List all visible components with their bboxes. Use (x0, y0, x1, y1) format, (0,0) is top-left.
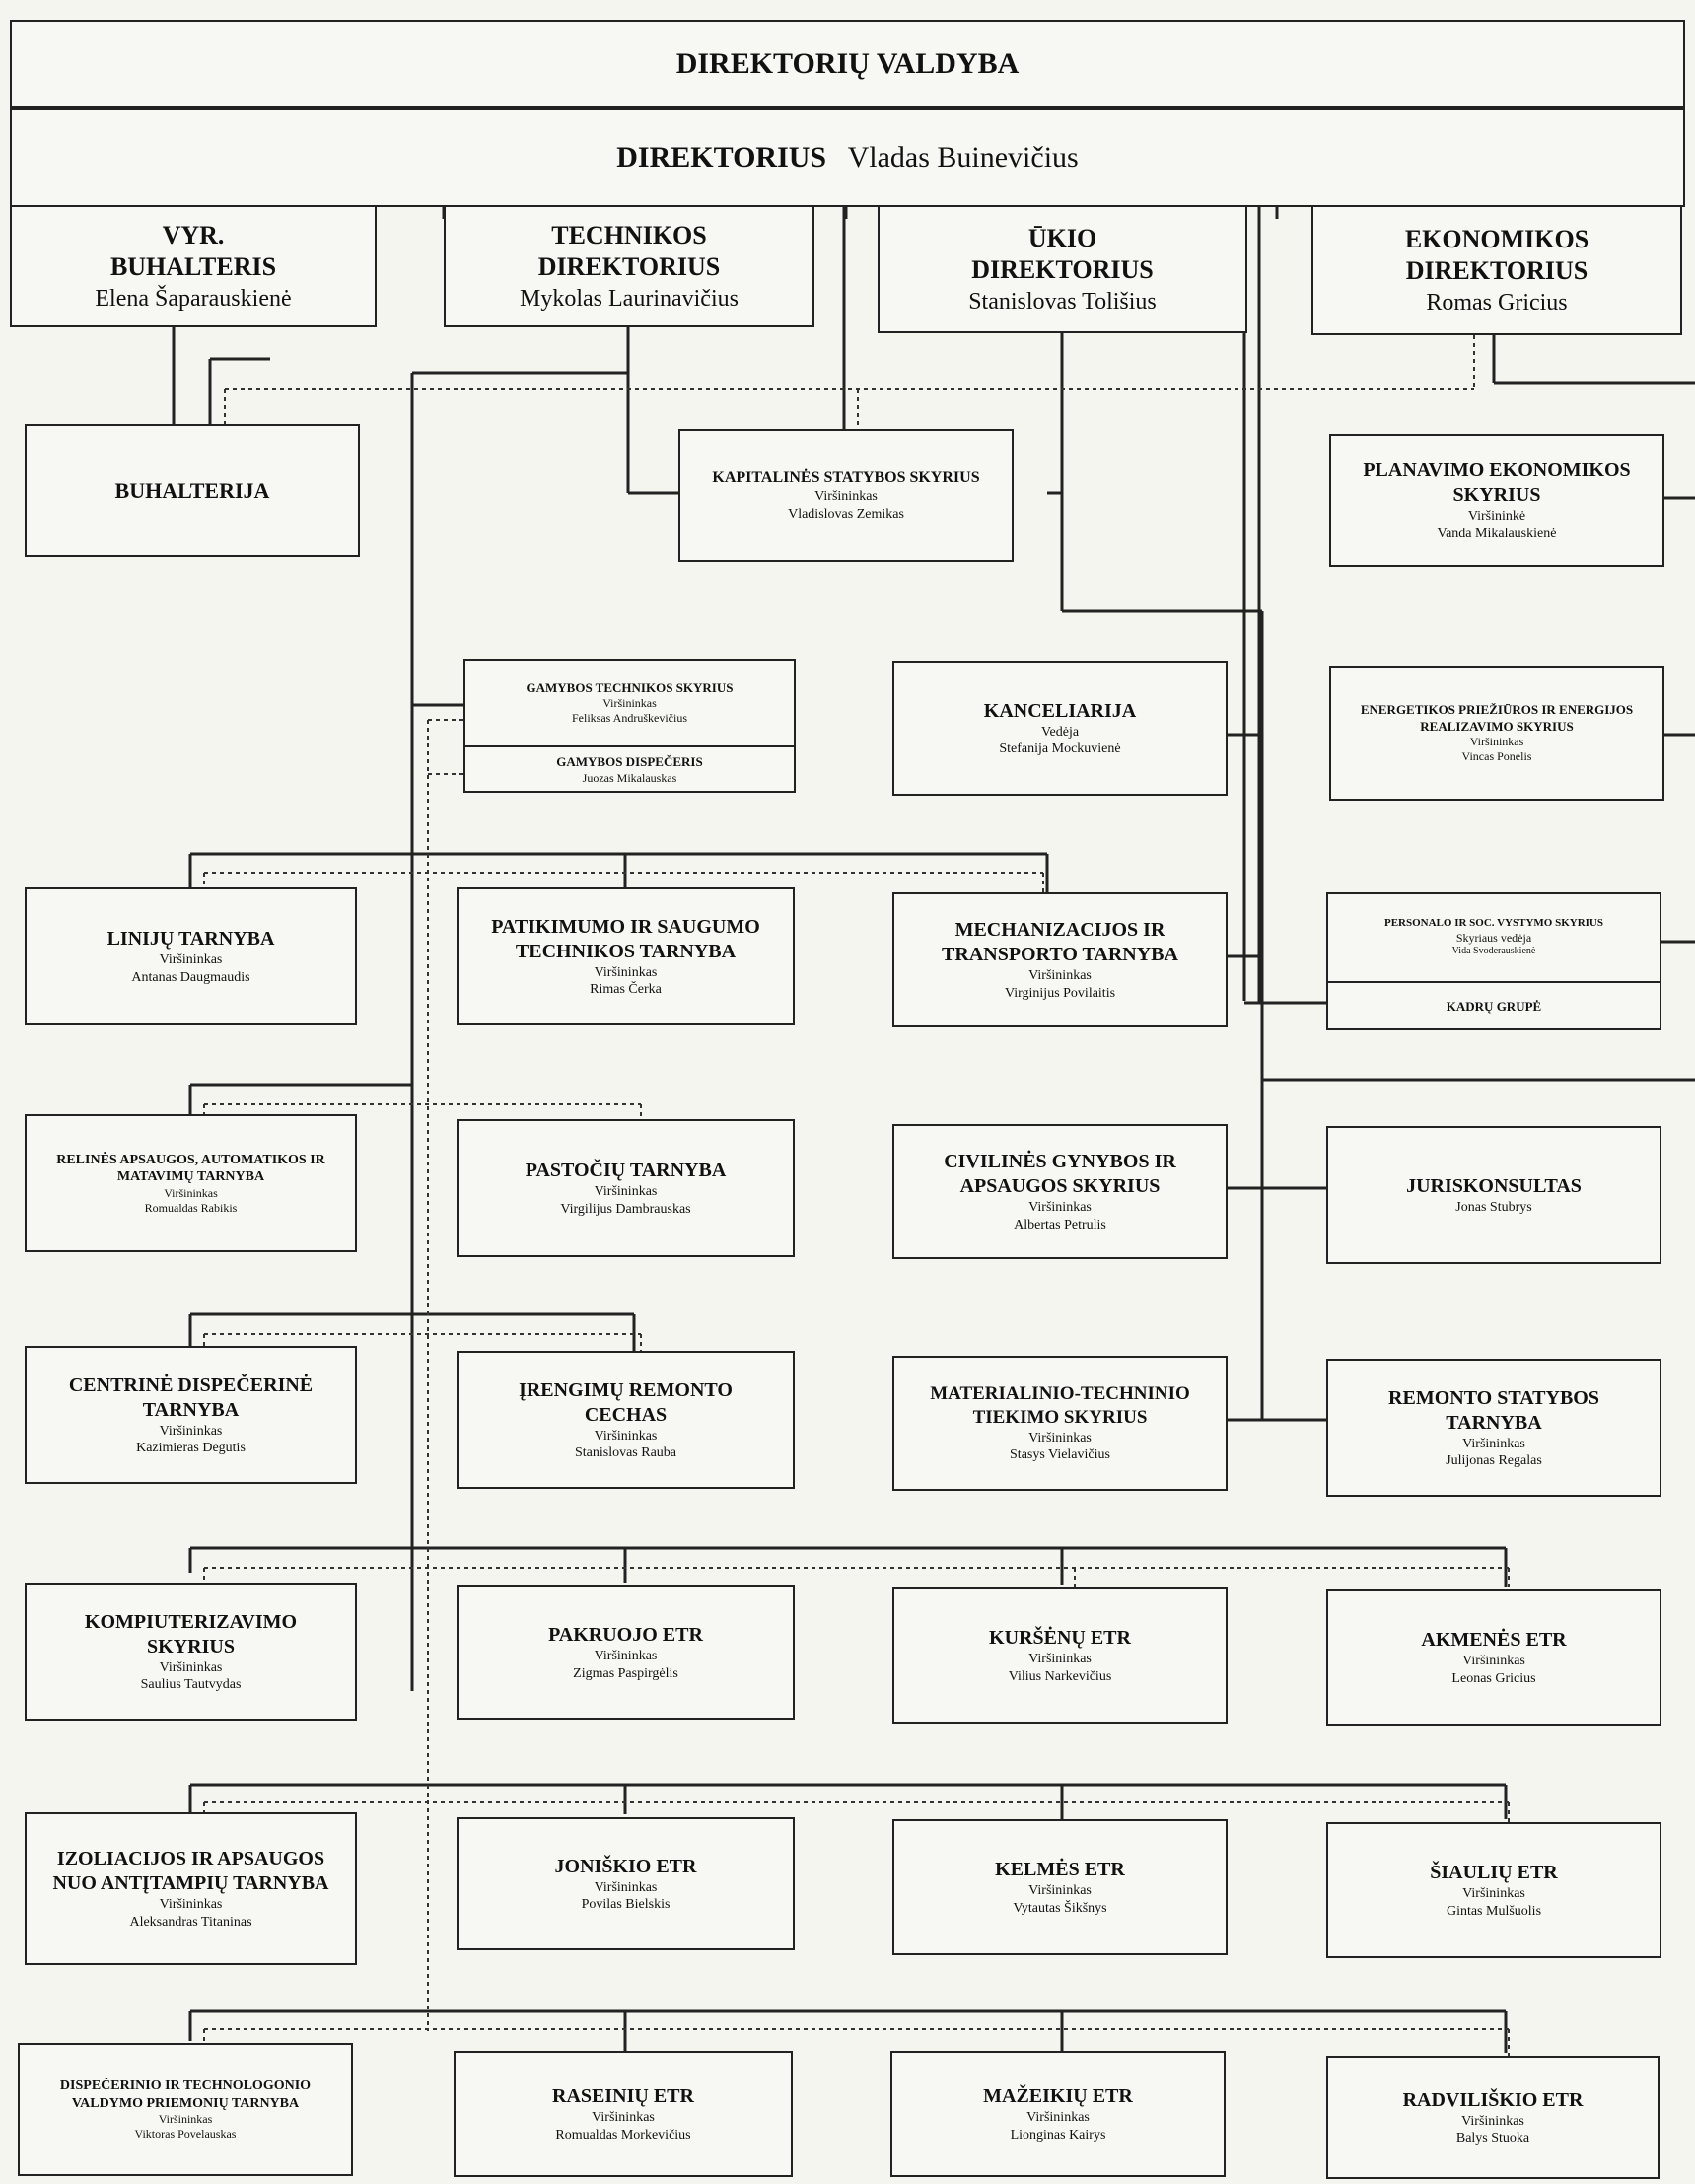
deputy-title: ŪKIO DIREKTORIUS (971, 223, 1154, 284)
unit-role: Viršininkas (1462, 1654, 1525, 1668)
unit-title: PATIKIMUMO IR SAUGUMO TECHNIKOS TARNYBA (491, 915, 760, 962)
unit-title: KURŠĖNŲ ETR (989, 1627, 1131, 1649)
unit-role: Viršininkas (594, 964, 658, 980)
unit-head: Vilius Narkevičius (1008, 1668, 1112, 1684)
unit-title: CENTRINĖ DISPEČERINĖ TARNYBA (68, 1374, 314, 1421)
unit-gamybos-group[interactable] (463, 659, 796, 793)
unit-title: RASEINIŲ ETR (552, 2085, 694, 2107)
unit-role: Viršininkas (1028, 1430, 1092, 1445)
deputy-name: Elena Šaparauskienė (95, 285, 292, 312)
unit-title: GAMYBOS TECHNIKOS SKYRIUS (526, 679, 734, 695)
deputy-name: Mykolas Laurinavičius (520, 285, 739, 312)
deputy-name: Romas Gricius (1426, 289, 1568, 316)
unit-pastociu[interactable] (457, 1119, 795, 1257)
director-band (10, 108, 1685, 207)
unit-title: PERSONALO IR SOC. VYSTYMO SKYRIUS (1384, 917, 1603, 930)
deputy-economics-director[interactable] (1311, 207, 1682, 335)
unit-head: Julijonas Regalas (1446, 1453, 1542, 1468)
unit-mechanizacijos[interactable] (892, 892, 1228, 1027)
unit-title: RADVILIŠKIO ETR (1402, 2088, 1584, 2111)
unit-liniju[interactable] (25, 887, 357, 1025)
unit-personalo[interactable] (1326, 892, 1661, 1030)
unit-kapitalines[interactable] (678, 429, 1014, 562)
unit-role: Viršininkas (594, 1649, 658, 1663)
unit-title: IZOLIACIJOS IR APSAUGOS NUO ANTĮTAMPIŲ TARNYBA (52, 1848, 329, 1894)
unit-title: CIVILINĖS GYNYBOS IR APSAUGOS SKYRIUS (944, 1151, 1176, 1197)
unit-head: Povilas Bielskis (581, 1897, 671, 1912)
unit-head: Feliksas Andruškevičius (572, 711, 687, 726)
unit-relines[interactable] (25, 1114, 357, 1252)
deputy-name: Stanislovas Tolišius (968, 288, 1157, 315)
unit-role: Viršininkas (594, 1879, 658, 1895)
unit-energetikos[interactable] (1329, 666, 1664, 801)
unit-head: Jonas Stubrys (1455, 1199, 1532, 1215)
unit-head: Saulius Tautvydas (140, 1677, 242, 1692)
unit-role: Vedėja (1040, 724, 1080, 740)
unit-akmenes[interactable] (1326, 1589, 1661, 1726)
unit-head: Leonas Gricius (1451, 1670, 1536, 1686)
unit-title: BUHALTERIJA (114, 477, 270, 503)
unit-title: PLANAVIMO EKONOMIKOS SKYRIUS (1363, 459, 1631, 506)
board-title: DIREKTORIŲ VALDYBA (675, 47, 1020, 80)
unit-siauliu[interactable] (1326, 1822, 1661, 1958)
unit-kursenu[interactable] (892, 1587, 1228, 1724)
unit-role: Viršininkas (159, 1897, 223, 1912)
unit-kelmes[interactable] (892, 1819, 1228, 1955)
unit-title: REMONTO STATYBOS TARNYBA (1388, 1386, 1599, 1434)
unit-head: Romualdas Morkevičius (555, 2127, 691, 2143)
unit-dispecerinio[interactable] (18, 2043, 353, 2176)
deputy-title: VYR. BUHALTERIS (109, 220, 277, 281)
deputy-chief-accountant[interactable] (10, 207, 377, 327)
unit-title: AKMENĖS ETR (1421, 1629, 1567, 1651)
unit-buhalterija[interactable] (25, 424, 360, 557)
director-name: Vladas Buinevičius (847, 141, 1079, 174)
unit-title: MAŽEIKIŲ ETR (983, 2085, 1133, 2107)
unit-title: PASTOČIŲ TARNYBA (525, 1160, 727, 1181)
unit-role: Viršininkas (1026, 2110, 1090, 2125)
unit-title: KOMPIUTERIZAVIMO SKYRIUS (84, 1610, 298, 1657)
unit-civilines[interactable] (892, 1124, 1228, 1259)
unit-role: Viršininkė (1467, 509, 1526, 524)
unit-head: Vanda Mikalauskienė (1437, 526, 1557, 541)
unit-role: Viršininkas (602, 696, 657, 711)
unit-head: Virginijus Povilaitis (1004, 985, 1116, 1001)
unit-role: Viršininkas (159, 1659, 223, 1675)
unit-role: Viršininkas (159, 1423, 223, 1439)
unit-head: Albertas Petrulis (1014, 1217, 1106, 1233)
unit-subgroup: KADRŲ GRUPĖ (1446, 998, 1542, 1014)
unit-mazeikiu[interactable] (890, 2051, 1226, 2177)
unit-role: Viršininkas (1462, 1886, 1525, 1901)
unit-role: Viršininkas (592, 2110, 655, 2125)
unit-head: Gintas Mulšuolis (1446, 1903, 1542, 1919)
deputy-technical-director[interactable] (444, 207, 814, 327)
unit-pakruojo[interactable] (457, 1585, 795, 1720)
deputy-economy-director[interactable] (878, 207, 1247, 333)
unit-role: Skyriaus vedėja (1455, 931, 1532, 946)
unit-title: MATERIALINIO-TECHNINIO TIEKIMO SKYRIUS (930, 1383, 1190, 1428)
unit-role: Viršininkas (1028, 1652, 1092, 1666)
unit-centrine[interactable] (25, 1346, 357, 1484)
unit-raseiniu[interactable] (454, 2051, 793, 2177)
unit-role: Viršininkas (164, 1185, 218, 1200)
unit-title: JONIŠKIO ETR (554, 1855, 697, 1877)
unit-planavimo[interactable] (1329, 434, 1664, 567)
unit-head: Vida Svoderauskienė (1451, 946, 1536, 957)
unit-title: LINIJŲ TARNYBA (106, 928, 275, 950)
unit-kompiuterizavimo[interactable] (25, 1583, 357, 1721)
unit-role: Viršininkas (814, 489, 878, 504)
unit-izoliacijos[interactable] (25, 1812, 357, 1965)
unit-role: Viršininkas (594, 1184, 658, 1199)
unit-juriskonsultas[interactable] (1326, 1126, 1661, 1264)
deputy-title: EKONOMIKOS DIREKTORIUS (1404, 224, 1589, 285)
unit-title: GAMYBOS DISPEČERIS (556, 754, 703, 770)
unit-head: Stefanija Mockuvienė (999, 741, 1121, 756)
unit-irengimu[interactable] (457, 1351, 795, 1489)
unit-head: Juozas Mikalauskas (582, 770, 677, 785)
unit-head: Rimas Čerka (590, 982, 662, 997)
unit-head: Vincas Ponelis (1461, 748, 1532, 763)
deputy-title: TECHNIKOS DIREKTORIUS (537, 220, 721, 281)
unit-title: ENERGETIKOS PRIEŽIŪROS IR ENERGIJOS REALIZAVIMO SKYRIUS (1360, 702, 1634, 734)
unit-joniskio[interactable] (457, 1817, 795, 1950)
unit-title: RELINĖS APSAUGOS, AUTOMATIKOS IR MATAVIMŲ TARNYBA (56, 1152, 325, 1184)
unit-title: ŠIAULIŲ ETR (1430, 1862, 1558, 1883)
unit-title: DISPEČERINIO IR TECHNOLOGONIO VALDYMO PRIEMONIŲ TARNYBA (59, 2078, 312, 2111)
unit-title: KELMĖS ETR (995, 1859, 1125, 1880)
unit-role: Viršininkas (1462, 1436, 1525, 1451)
unit-head: Stasys Vielavičius (1010, 1447, 1110, 1463)
unit-head: Stanislovas Rauba (574, 1445, 677, 1460)
unit-role: Viršininkas (1028, 1200, 1092, 1215)
unit-head: Viktoras Povelauskas (134, 2127, 237, 2141)
unit-head: Aleksandras Titaninas (129, 1914, 252, 1930)
unit-head: Vladislovas Zemikas (788, 506, 904, 522)
unit-role: Viršininkas (1028, 968, 1092, 983)
unit-kanceliarija[interactable] (892, 661, 1228, 796)
unit-head: Antanas Daugmaudis (131, 969, 250, 985)
unit-remonto[interactable] (1326, 1359, 1661, 1497)
director-title: DIREKTORIUS (616, 141, 827, 174)
unit-title: MECHANIZACIJOS IR TRANSPORTO TARNYBA (942, 919, 1178, 965)
unit-head: Lionginas Kairys (1010, 2127, 1106, 2143)
unit-role: Viršininkas (1028, 1883, 1092, 1898)
unit-title: PAKRUOJO ETR (548, 1624, 703, 1646)
unit-title: ĮRENGIMŲ REMONTO CECHAS (519, 1378, 733, 1426)
unit-role: Viršininkas (594, 1428, 658, 1444)
unit-head: Virgilijus Dambrauskas (560, 1201, 691, 1217)
unit-radviliskio[interactable] (1326, 2056, 1660, 2179)
unit-head: Kazimieras Degutis (136, 1441, 246, 1455)
board-band (10, 20, 1685, 108)
unit-title: JURISKONSULTAS (1406, 1174, 1582, 1197)
unit-role: Viršininkas (1469, 734, 1524, 748)
unit-head: Balys Stuoka (1455, 2131, 1530, 2146)
unit-role: Viršininkas (1461, 2113, 1524, 2129)
unit-head: Vytautas Šikšnys (1013, 1900, 1107, 1916)
unit-title: KANCELIARIJA (983, 699, 1137, 722)
unit-head: Romualdas Rabikis (144, 1200, 238, 1215)
unit-materialinio[interactable] (892, 1356, 1228, 1491)
unit-role: Viršininkas (158, 2112, 213, 2126)
unit-patikimumo[interactable] (457, 887, 795, 1025)
unit-title: KAPITALINĖS STATYBOS SKYRIUS (712, 469, 980, 486)
unit-role: Viršininkas (159, 952, 223, 967)
unit-head: Zigmas Paspirgėlis (573, 1665, 678, 1681)
